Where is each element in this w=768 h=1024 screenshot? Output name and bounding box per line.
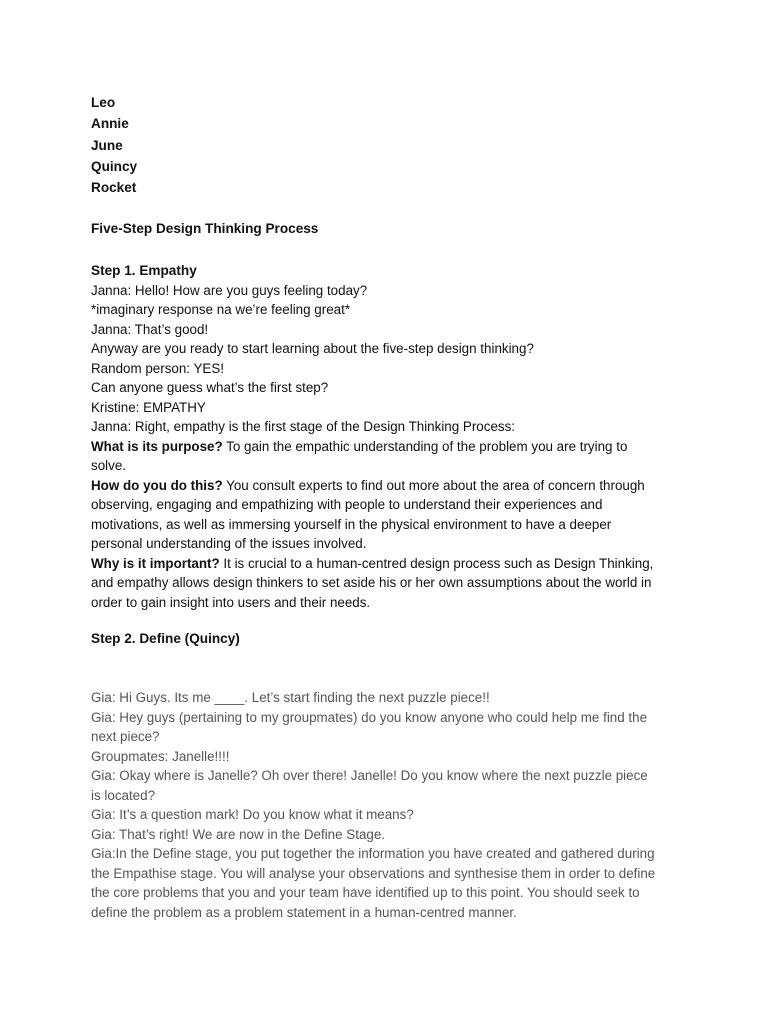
step1-heading: Step 1. Empathy	[91, 263, 197, 278]
dialogue-line: Gia: Hey guys (pertaining to my groupmates) do you know anyone who could help me find the	[91, 709, 648, 725]
dialogue-line: is located?	[91, 787, 156, 803]
dialogue-line: Random person: YES!	[91, 360, 224, 376]
dialogue-line: Can anyone guess what’s the first step?	[91, 380, 329, 395]
dialogue-line: Groupmates: Janelle!!!!	[91, 748, 230, 764]
dialogue-line: Kristine: EMPATHY	[91, 399, 206, 415]
how-text-cont: personal understanding of the issues involved.	[91, 536, 367, 551]
purpose-paragraph	[91, 437, 691, 457]
why-text-cont: and empathy allows design thinkers to set aside his or her own assumptions about the world in	[91, 575, 652, 590]
dialogue-line: Gia: Hi Guys. Its me ____. Let’s start finding the next puzzle piece!!	[91, 690, 490, 705]
dialogue-line: Janna: Hello! How are you guys feeling today?	[91, 282, 368, 298]
dialogue-line: next piece?	[91, 729, 160, 744]
dialogue-line: Gia: That’s right! We are now in the Define Stage.	[91, 826, 386, 842]
why-label: Why is it important?	[91, 555, 220, 571]
step2-heading: Step 2. Define (Quincy)	[91, 631, 240, 646]
dialogue-line: define the problem as a problem statement in a human-centred manner.	[91, 904, 517, 920]
why-paragraph	[91, 554, 691, 574]
dialogue-line: Anyway are you ready to start learning about the five-step design thinking?	[91, 341, 534, 356]
dialogue-line: the core problems that you and your team have identified up to this point. You should seek to	[91, 885, 640, 900]
name-item: Leo	[91, 95, 116, 110]
dialogue-line: *imaginary response na we’re feeling great*	[91, 302, 351, 317]
how-paragraph	[91, 476, 691, 496]
how-text-cont: motivations, as well as immersing yourself in the physical environment to have a deeper	[91, 516, 612, 532]
why-text: It is crucial to a human-centred design process such as Design Thinking,	[219, 555, 654, 571]
purpose-label: What is its purpose?	[91, 438, 223, 454]
name-item: Rocket	[91, 180, 137, 196]
dialogue-line: Janna: Right, empathy is the first stage of the Design Thinking Process:	[91, 419, 516, 434]
document-title: Five-Step Design Thinking Process	[91, 221, 319, 236]
dialogue-line: Gia:In the Define stage, you put together the information you have created and gathered during	[91, 846, 655, 861]
purpose-text-cont: solve.	[91, 458, 126, 473]
how-text-cont: observing, engaging and empathizing with people to understand their experiences and	[91, 497, 603, 512]
dialogue-line: Gia: It’s a question mark! Do you know what it means?	[91, 807, 414, 822]
dialogue-line: Janna: That’s good!	[91, 321, 209, 337]
how-text: You consult experts to find out more about the area of concern through	[222, 477, 645, 493]
names-list	[91, 92, 691, 198]
dialogue-line: Gia: Okay where is Janelle? Oh over there! Janelle! Do you know where the next puzzle piece	[91, 768, 648, 783]
dialogue-line: the Empathise stage. You will analyse your observations and synthesise them in order to define	[91, 865, 656, 881]
purpose-text: To gain the empathic understanding of the problem you are trying to	[222, 438, 628, 454]
name-item: Annie	[91, 116, 129, 132]
step1-section	[91, 261, 691, 612]
step2-section	[91, 688, 691, 922]
name-item: June	[91, 137, 123, 153]
name-item: Quincy	[91, 158, 138, 174]
how-label: How do you do this?	[91, 477, 223, 493]
why-text-cont: order to gain insight into users and their needs.	[91, 594, 371, 610]
